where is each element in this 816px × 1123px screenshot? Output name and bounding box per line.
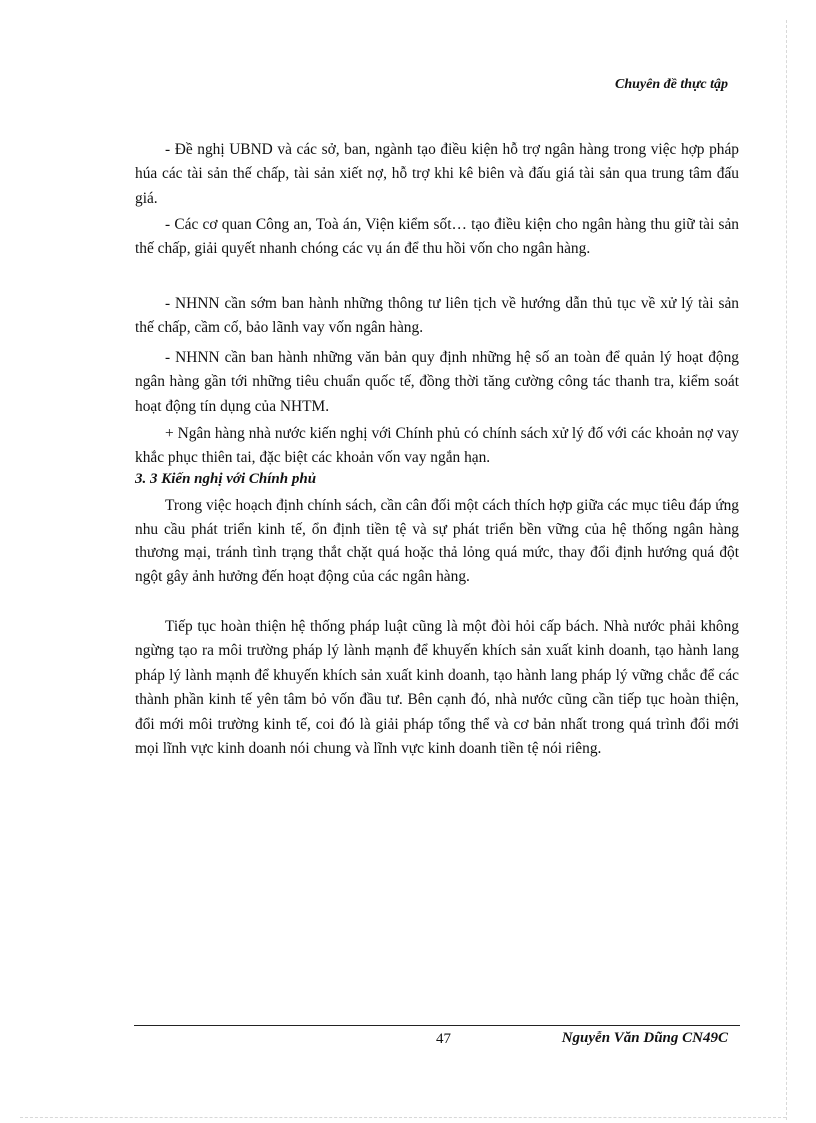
running-header: Chuyên đề thực tập bbox=[614, 77, 728, 92]
paragraph-4: - NHNN cần ban hành những văn bản quy định những hệ số an toàn để quản lý hoạt động ngân hàng gần tới những tiêu chuẩn quốc tế, đồng thời tăng cường công tác thanh tra, kiểm soát hoạt động tín dụng của NHTM. bbox=[135, 349, 739, 415]
section-heading: 3. 3 Kiến nghị với Chính phủ bbox=[135, 471, 317, 487]
paragraph-2: - Các cơ quan Công an, Toà án, Viện kiểm sốt… tạo điều kiện cho ngân hàng thu giữ tài sản thế chấp, giải quyết nhanh chóng các vụ án để thu hồi vốn cho ngân hàng. bbox=[135, 216, 739, 258]
paragraph-1: - Đề nghị UBND và các sở, ban, ngành tạo điều kiện hỗ trợ ngân hàng trong việc hợp pháp húa các tài sản thế chấp, tài sản xiết nợ, hỗ trợ khi kê biên và đấu giá tài sản qua trung tâm đấu giá. bbox=[135, 141, 739, 207]
paragraph-6: Trong việc hoạch định chính sách, cần cân đối một cách thích hợp giữa các mục tiêu đáp ứng nhu cầu phát triển kinh tế, ổn định tiền tệ và sự phát triển bền vững của hệ thống ngân hàng thương mại, tránh tình trạng thắt chặt quá hoặc thả lỏng quá mức, thay đổi định hướng quá đột ngột gây ảnh hưởng đến hoạt động của các ngân hàng. bbox=[135, 497, 739, 585]
page-number: 47 bbox=[436, 1031, 451, 1047]
page-edge-right bbox=[786, 20, 787, 1120]
footer-author: Nguyễn Văn Dũng CN49C bbox=[561, 1030, 728, 1046]
paragraph-5: + Ngân hàng nhà nước kiến nghị với Chính phủ có chính sách xử lý đố với các khoản nợ vay khắc phục thiên tai, đặc biệt các khoản vốn vay ngắn hạn. bbox=[135, 425, 739, 466]
footer-rule bbox=[134, 1025, 740, 1026]
paragraph-3: - NHNN cần sớm ban hành những thông tư liên tịch về hướng dẫn thủ tục về xử lý tài sản thế chấp, cầm cố, bảo lãnh vay vốn ngân hàng. bbox=[135, 295, 739, 337]
page-edge-bottom bbox=[20, 1117, 786, 1118]
paragraph-7: Tiếp tục hoàn thiện hệ thống pháp luật cũng là một đòi hỏi cấp bách. Nhà nước phải không ngừng tạo ra môi trường pháp lý lành mạnh để khuyến khích sản xuất kinh doanh, tạo hành lang pháp lý lành mạnh để khuyến khích sản xuất kinh doanh, tạo hành lang pháp lý vững chắc để các thành phần kinh tế yên tâm bỏ vốn đầu tư. Bên cạnh đó, nhà nước cũng cần tiếp tục hoàn thiện, đổi mới môi trường kinh tế, coi đó là giải pháp tổng thể và cơ bản nhất trong quá trình đổi mới mọi lĩnh vực kinh doanh nói chung và lĩnh vực kinh doanh tiền tệ nói riêng. bbox=[135, 618, 739, 758]
